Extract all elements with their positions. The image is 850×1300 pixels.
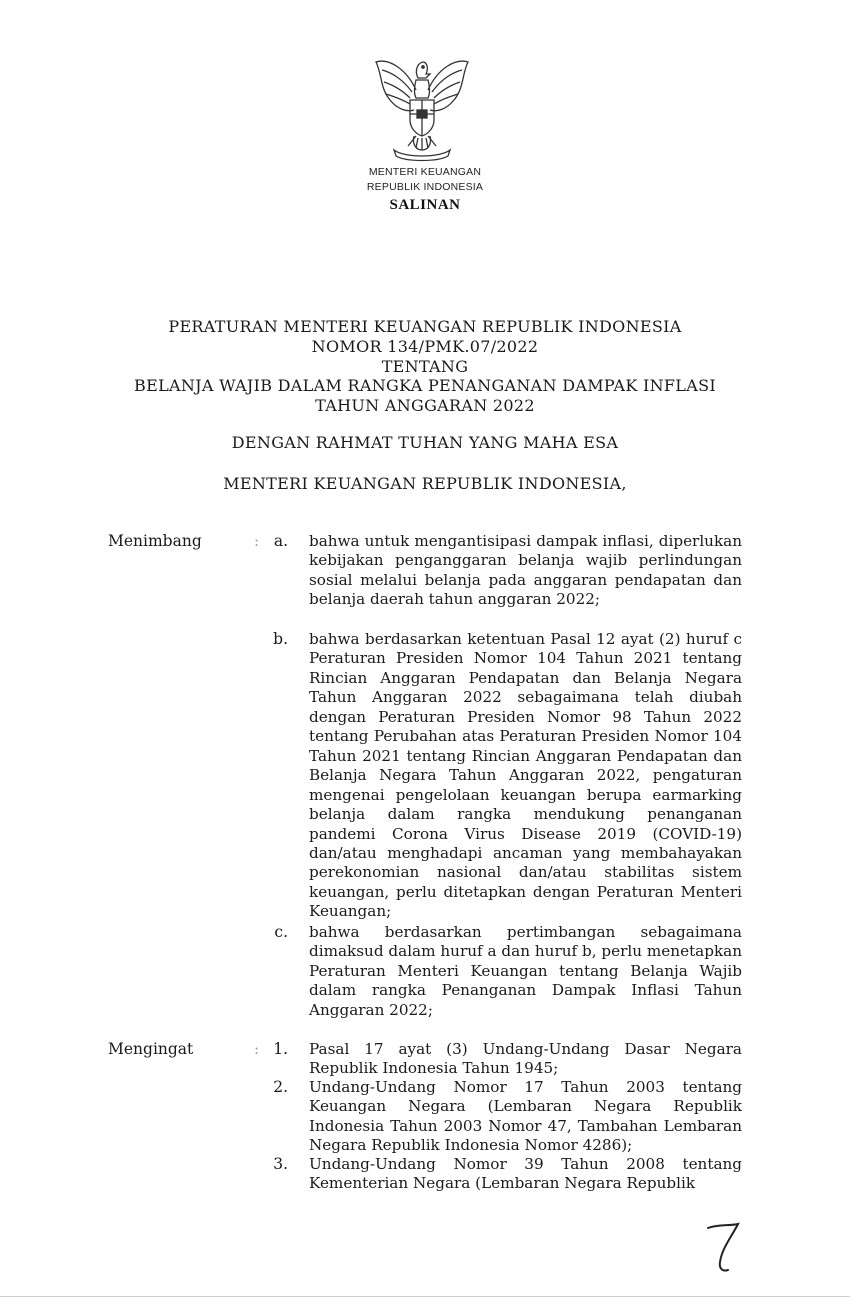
mengingat-label: Mengingat [108, 1040, 194, 1058]
list-item: bahwa berdasarkan ketentuan Pasal 12 ayat (2) huruf c Peraturan Presiden Nomor 104 Tahun 2021 tentang Rincian Anggaran Pendapatan dan Belanja Negara Tahun Anggaran 2022 sebagaimana telah diubah dengan Peraturan Presiden Nomor 98 Tahun 2022 tentang Perubahan atas Peraturan Presiden Nomor 104 Tahun 2021 tentang Rincian Anggaran Pendapatan dan Belanja Negara Tahun Anggaran 2022, pengaturan mengenai pengelolaan keuangan berupa earmarking belanja dalam rangka mendukung penanganan pandemi Corona Virus Disease 2019 (COVID-19) dan/atau menghadapi ancaman yang membahayakan perekonomian nasional dan/atau stabilitas sistem keuangan, perlu ditetapkan dengan Peraturan Menteri Keuangan; [309, 630, 742, 921]
list-marker: 2. [273, 1078, 288, 1096]
list-marker: b. [273, 630, 288, 648]
mengingat-colon: : [254, 1040, 260, 1058]
list-item: Pasal 17 ayat (3) Undang-Undang Dasar Negara Republik Indonesia Tahun 1945; [309, 1040, 742, 1078]
list-item: bahwa untuk mengantisipasi dampak inflasi, diperlukan kebijakan penganggaran belanja wajib perlindungan sosial melalui belanja pada anggaran pendapatan dan belanja daerah tahun anggaran 2022; [309, 532, 742, 609]
list-marker: 3. [273, 1155, 288, 1173]
list-item: Undang-Undang Nomor 39 Tahun 2008 tentang Kementerian Negara (Lembaran Negara Republik [309, 1155, 742, 1193]
regulation-number: NOMOR 134/PMK.07/2022 [311, 337, 539, 356]
list-marker: c. [274, 923, 288, 941]
regulation-about: TENTANG [381, 357, 469, 376]
regulation-subject: BELANJA WAJIB DALAM RANGKA PENANGANAN DAMPAK INFLASI [134, 376, 716, 395]
list-item: Undang-Undang Nomor 17 Tahun 2003 tentang Keuangan Negara (Lembaran Negara Republik Indonesia Tahun 2003 Nomor 47, Tambahan Lembaran Negara Republik Indonesia Nomor 4286); [309, 1078, 742, 1155]
menimbang-colon: : [254, 532, 260, 550]
ministry-country: REPUBLIK INDONESIA [366, 181, 484, 193]
list-item: bahwa berdasarkan pertimbangan sebagaimana dimaksud dalam huruf a dan huruf b, perlu menetapkan Peraturan Menteri Keuangan tentang Belanja Wajib dalam rangka Penanganan Dampak Inflasi Tahun Anggaran 2022; [309, 923, 742, 1019]
page-bottom-rule [0, 1296, 850, 1297]
list-marker: 1. [273, 1040, 288, 1058]
issuing-official: MENTERI KEUANGAN REPUBLIK INDONESIA, [223, 474, 627, 493]
ministry-name: MENTERI KEUANGAN [368, 166, 482, 178]
blessing-line: DENGAN RAHMAT TUHAN YANG MAHA ESA [231, 433, 619, 452]
copy-stamp: SALINAN [389, 197, 461, 213]
menimbang-label: Menimbang [108, 532, 202, 550]
regulation-fiscal-year: TAHUN ANGGARAN 2022 [315, 396, 535, 415]
garuda-emblem-icon [368, 48, 476, 164]
handwritten-paraf-icon [700, 1218, 750, 1274]
regulation-title: PERATURAN MENTERI KEUANGAN REPUBLIK INDONESIA [168, 317, 682, 336]
list-marker: a. [273, 532, 288, 550]
